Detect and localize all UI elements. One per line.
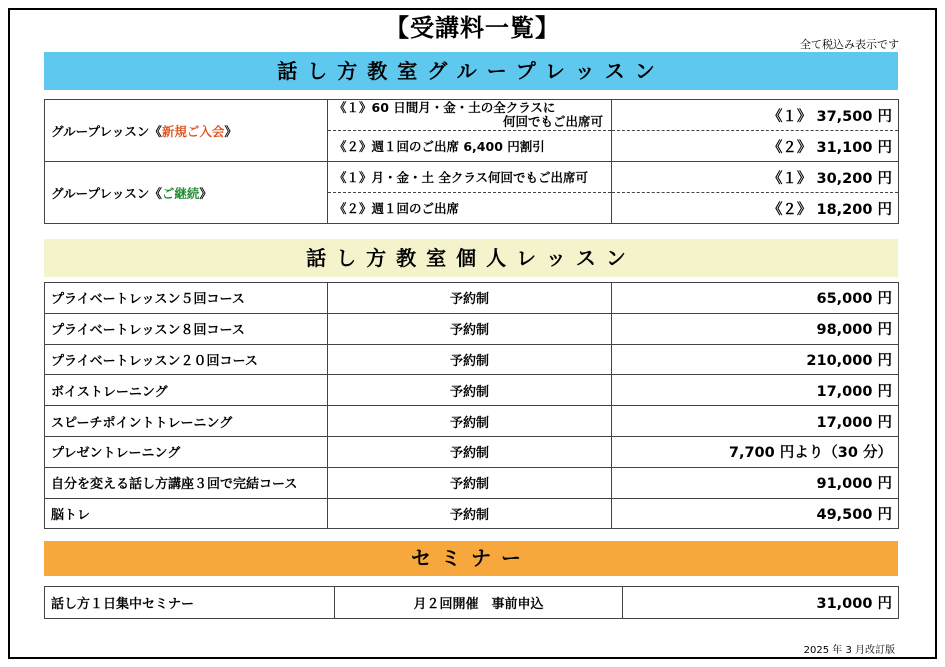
booking-type: 予約制 — [328, 498, 612, 529]
table-row — [45, 162, 899, 193]
continuing-highlight: ご継続 — [161, 185, 200, 201]
tax-note: 全て税込み表示です — [800, 38, 899, 51]
group-lesson-table — [44, 99, 899, 224]
booking-type: 予約制 — [328, 467, 612, 498]
booking-type: 予約制 — [328, 436, 612, 467]
table-row — [45, 467, 899, 498]
lesson-name: スピーチポイントトレーニング — [45, 406, 328, 437]
lesson-price: 210,000 円 — [612, 344, 899, 375]
lesson-name: プライベートレッスン２０回コース — [45, 344, 328, 375]
page-title: 【受講料一覧】 — [385, 14, 560, 42]
lesson-name: プレゼントレーニング — [45, 436, 328, 467]
option-description: 《１》60 日間月・金・土の全クラスに 何回でもご出席可 — [328, 100, 612, 131]
table-row — [45, 313, 899, 344]
table-row — [45, 283, 899, 314]
group-lesson-heading: 話し方教室グループレッスン — [44, 52, 898, 90]
seminar-heading: セミナー — [44, 541, 898, 576]
table-row — [45, 344, 899, 375]
lesson-price: 7,700 円より（30 分） — [612, 436, 899, 467]
lesson-price: 91,000 円 — [612, 467, 899, 498]
option-price: 《１》 30,200 円 — [612, 162, 899, 193]
option-price: 《２》 18,200 円 — [612, 193, 899, 224]
new-member-highlight: 新規ご入会 — [161, 123, 225, 139]
individual-lesson-table — [44, 282, 899, 529]
option-description: 《２》週１回のご出席 — [328, 193, 612, 224]
option-price: 《２》 31,100 円 — [612, 131, 899, 162]
lesson-name: 脳トレ — [45, 498, 328, 529]
option-description: 《１》月・金・土 全クラス何回でもご出席可 — [328, 162, 612, 193]
new-member-label: グループレッスン《新規ご入会》 — [45, 100, 328, 162]
table-row — [45, 375, 899, 406]
seminar-price: 31,000 円 — [623, 587, 899, 619]
continuing-member-label: グループレッスン《ご継続》 — [45, 162, 328, 224]
table-row — [45, 406, 899, 437]
booking-type: 予約制 — [328, 283, 612, 314]
seminar-schedule: 月２回開催 事前申込 — [335, 587, 623, 619]
booking-type: 予約制 — [328, 313, 612, 344]
lesson-name: 自分を変える話し方講座３回で完結コース — [45, 467, 328, 498]
lesson-price: 65,000 円 — [612, 283, 899, 314]
table-row — [45, 436, 899, 467]
lesson-name: ボイストレーニング — [45, 375, 328, 406]
individual-lesson-heading: 話し方教室個人レッスン — [44, 239, 898, 277]
lesson-name: プライベートレッスン８回コース — [45, 313, 328, 344]
seminar-name: 話し方１日集中セミナー — [45, 587, 335, 619]
seminar-table — [44, 586, 899, 619]
revision-note: 2025 年 3 月改訂版 — [803, 645, 895, 656]
lesson-price: 98,000 円 — [612, 313, 899, 344]
option-price: 《１》 37,500 円 — [612, 100, 899, 131]
booking-type: 予約制 — [328, 406, 612, 437]
booking-type: 予約制 — [328, 344, 612, 375]
lesson-name: プライベートレッスン５回コース — [45, 283, 328, 314]
lesson-price: 49,500 円 — [612, 498, 899, 529]
table-row — [45, 498, 899, 529]
lesson-price: 17,000 円 — [612, 375, 899, 406]
option-description: 《２》週１回のご出席 6,400 円割引 — [328, 131, 612, 162]
booking-type: 予約制 — [328, 375, 612, 406]
table-row — [45, 587, 899, 619]
table-row — [45, 100, 899, 131]
lesson-price: 17,000 円 — [612, 406, 899, 437]
